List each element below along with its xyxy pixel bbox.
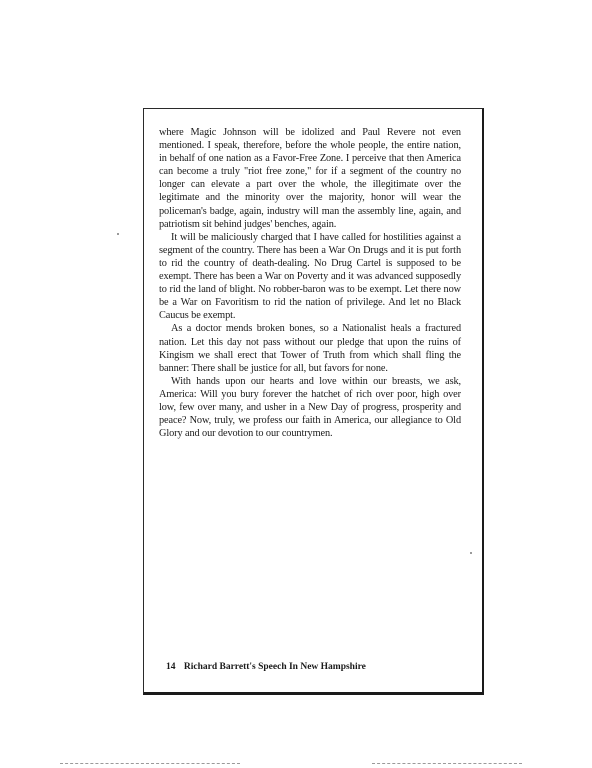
scan-speck [117,233,119,235]
body-text [159,126,461,440]
scan-speck [470,552,472,554]
paragraph-4: With hands upon our hearts and love within our breasts, we ask, America: Will you bury forever the hatchet of rich over poor, high over low, few over many, and usher in a New Day of progress, prosperity and peace? Now, truly, we profess our faith in America, our allegiance to Old Glory and our devotion to our countrymen. [159,375,461,440]
page-footer [166,662,366,672]
scan-artifact [372,763,522,765]
paragraph-3: As a doctor mends broken bones, so a Nationalist heals a fractured nation. Let this day not pass without our pledge that upon the ruins of Kingism we shall erect that Tower of Truth from which shall fling the banner: There shall be justice for all, but favors for none. [159,323,461,374]
scan-artifact [60,763,240,765]
paragraph-2: It will be maliciously charged that I have called for hostilities against a segment of the country. There has been a War On Drugs and it is put forth to rid the country of death-dealing. No Drug Cartel is supposed to be exempt. There has been a War on Poverty and it was advanced supposedly to rid the land of blight. No robber-baron was to be exempt. Let there now be a War on Favoritism to rid the nation of privilege. And let no Black Caucus be exempt. [159,231,461,322]
page-number: 14 [166,662,176,672]
running-title: Richard Barrett's Speech In New Hampshire [183,662,366,672]
paragraph-1: where Magic Johnson will be idolized and Paul Revere not even mentioned. I speak, therefore, before the whole people, the entire nation, in behalf of one nation as a Favor-Free Zone. I perceive that then America can become a truly "riot free zone," for if a segment of the country no longer can elevate a part over the whole, the illegitimate over the legitimate and the minority over the majority, honor will wear the policeman's badge, again, industry will man the assembly line, again, and patriotism sit behind judges' benches, again. [159,127,461,230]
